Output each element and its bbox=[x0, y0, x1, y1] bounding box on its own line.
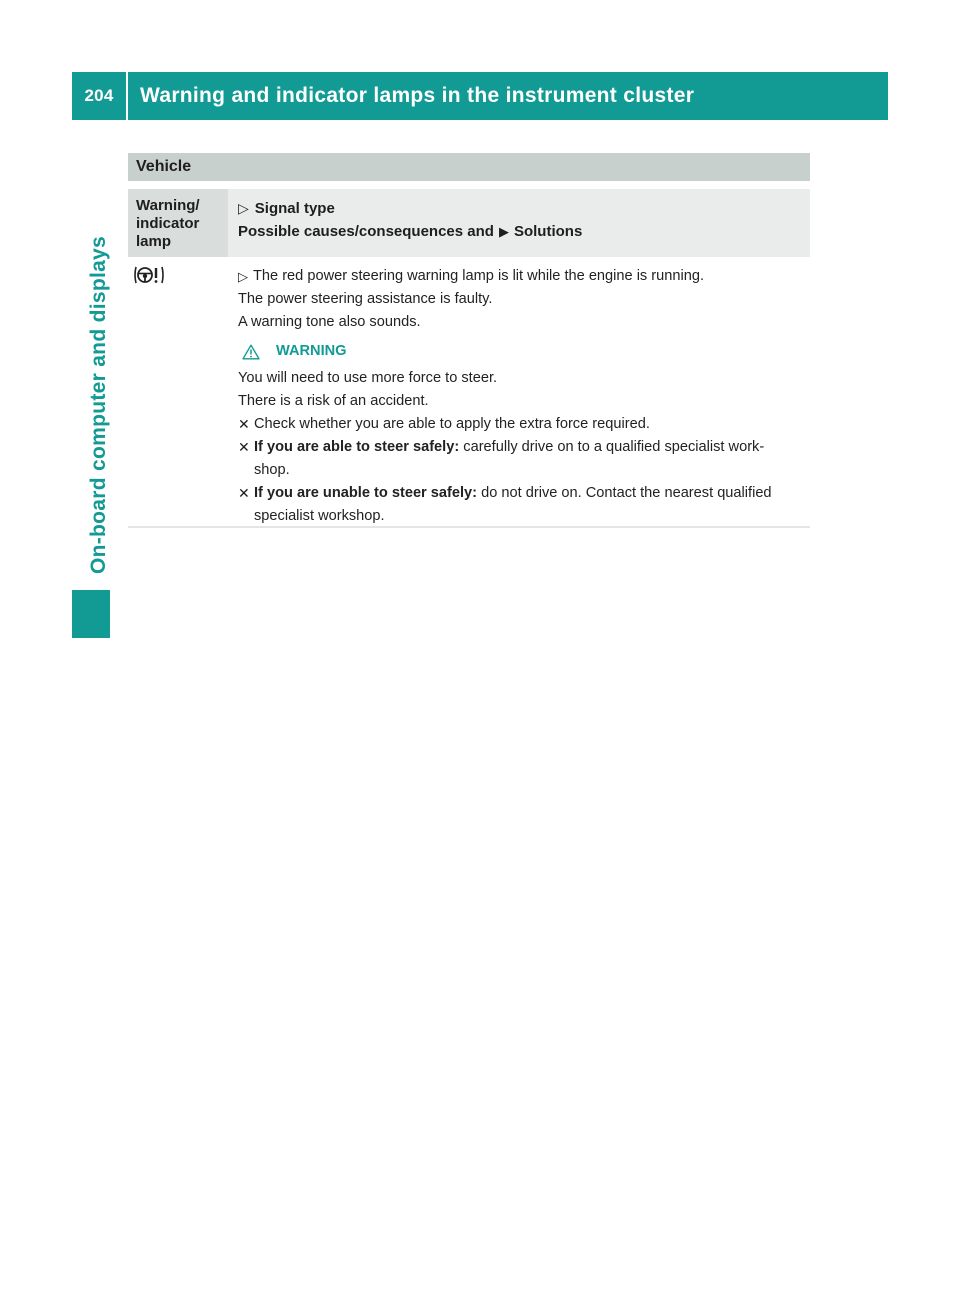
condition-label: If you are able to steer safely: bbox=[254, 439, 460, 455]
step-arrow-icon: ✕ bbox=[238, 439, 250, 455]
causes-header: Possible causes/consequences and bbox=[238, 223, 494, 240]
warning-label: WARNING bbox=[276, 343, 347, 359]
side-tab-label: On-board computer and displays bbox=[87, 235, 110, 575]
solution-step-text: do not drive on. Contact the nearest qualified bbox=[481, 485, 772, 501]
side-tab bbox=[72, 224, 126, 586]
solution-step bbox=[238, 482, 810, 528]
signal-description bbox=[238, 265, 810, 288]
solution-step-text: shop. bbox=[254, 462, 290, 478]
signal-type-icon: ▷ bbox=[238, 200, 249, 216]
warning-heading bbox=[242, 340, 810, 363]
solution-step-text: specialist workshop. bbox=[254, 508, 385, 524]
warning-triangle-icon bbox=[242, 344, 260, 360]
solution-step-text: Check whether you are able to apply the extra force required. bbox=[254, 416, 650, 432]
side-tab-marker bbox=[72, 590, 110, 638]
warning-text: You will need to use more force to steer. bbox=[238, 370, 498, 386]
row-divider bbox=[128, 526, 810, 528]
column-header-description bbox=[228, 189, 810, 257]
description-cell bbox=[238, 265, 810, 528]
cause-text: The power steering assistance is faulty. bbox=[238, 291, 493, 307]
solutions-arrow-icon: ▶ bbox=[498, 223, 509, 239]
solution-step bbox=[238, 413, 810, 436]
page-title: Warning and indicator lamps in the instrument cluster bbox=[140, 84, 695, 107]
signal-type-icon: ▷ bbox=[238, 269, 248, 284]
signal-text: The red power steering warning lamp is lit while the engine is running. bbox=[253, 268, 705, 284]
page-header bbox=[72, 72, 888, 120]
section-header bbox=[128, 153, 810, 181]
section-title: Vehicle bbox=[136, 158, 192, 175]
page-number: 204 bbox=[84, 86, 114, 105]
power-steering-warning-icon bbox=[133, 265, 167, 285]
lamp-cell bbox=[128, 265, 228, 285]
step-arrow-icon: ✕ bbox=[238, 485, 250, 501]
condition-label: If you are unable to steer safely: bbox=[254, 485, 478, 501]
signal-type-header: Signal type bbox=[254, 200, 335, 217]
table-row bbox=[128, 257, 810, 526]
solutions-header: Solutions bbox=[513, 223, 583, 240]
cause-text: A warning tone also sounds. bbox=[238, 314, 421, 330]
solution-step bbox=[238, 436, 810, 482]
solution-step-text: carefully drive on to a qualified specialist work- bbox=[463, 439, 765, 455]
warning-text: There is a risk of an accident. bbox=[238, 393, 429, 409]
column-header-lamp: Warning/ indicator lamp bbox=[128, 189, 228, 257]
table-header bbox=[128, 189, 810, 257]
step-arrow-icon: ✕ bbox=[238, 416, 250, 432]
